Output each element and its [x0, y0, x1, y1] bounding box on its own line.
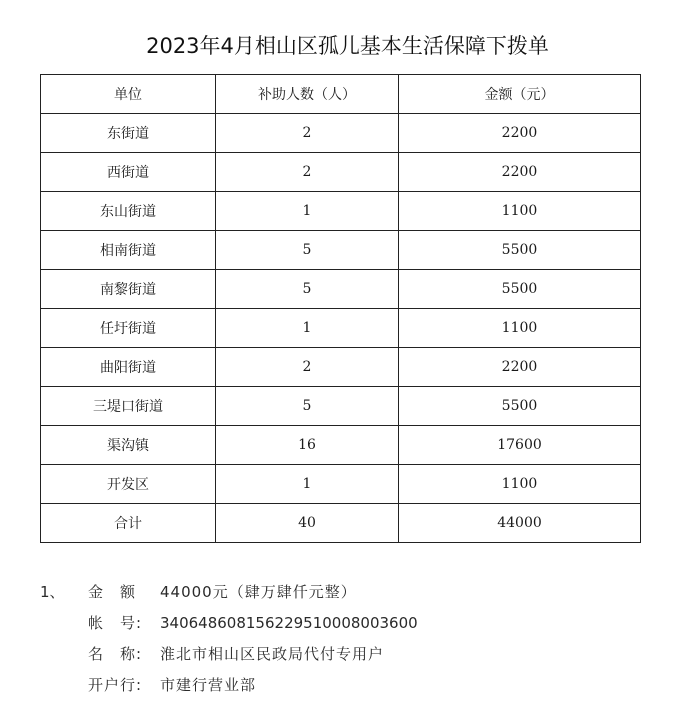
header-count: 补助人数（人）: [216, 75, 399, 114]
total-row: [41, 504, 641, 543]
count-cell: 16: [216, 426, 399, 465]
amount-cell: 1100: [399, 309, 641, 348]
bank-value: 市建行营业部: [160, 676, 257, 694]
amount-cell: 5500: [399, 387, 641, 426]
unit-cell: 三堤口街道: [41, 387, 216, 426]
table-row: [41, 114, 641, 153]
table-row: [41, 153, 641, 192]
note-name-line: [40, 643, 660, 674]
name-label: 名 称:: [88, 645, 143, 663]
amount-cell: 1100: [399, 192, 641, 231]
total-count-cell: 40: [216, 504, 399, 543]
count-cell: 2: [216, 114, 399, 153]
table-header-row: [41, 75, 641, 114]
page-title: 2023年4月相山区孤儿基本生活保障下拨单: [146, 34, 549, 58]
count-cell: 5: [216, 231, 399, 270]
amount-value: 44000元（肆万肆仟元整）: [160, 583, 357, 601]
amount-cell: 5500: [399, 231, 641, 270]
table-row: [41, 426, 641, 465]
amount-cell: 17600: [399, 426, 641, 465]
amount-cell: 2200: [399, 153, 641, 192]
unit-cell: 东山街道: [41, 192, 216, 231]
table-row: [41, 465, 641, 504]
table-row: [41, 231, 641, 270]
amount-cell: 2200: [399, 348, 641, 387]
note-amount-line: [40, 581, 660, 612]
unit-cell: 东街道: [41, 114, 216, 153]
count-cell: 1: [216, 309, 399, 348]
unit-cell: 渠沟镇: [41, 426, 216, 465]
count-cell: 5: [216, 270, 399, 309]
table-row: [41, 309, 641, 348]
header-unit: 单位: [41, 75, 216, 114]
table-row: [41, 192, 641, 231]
table-row: [41, 348, 641, 387]
account-label: 帐 号:: [88, 614, 143, 632]
bank-label: 开户行:: [88, 676, 143, 694]
unit-cell: 任圩街道: [41, 309, 216, 348]
payment-notes: [40, 581, 660, 705]
unit-cell: 南黎街道: [41, 270, 216, 309]
note-account-line: [40, 612, 660, 643]
unit-cell: 曲阳街道: [41, 348, 216, 387]
unit-cell: 相南街道: [41, 231, 216, 270]
table-row: [41, 387, 641, 426]
count-cell: 5: [216, 387, 399, 426]
count-cell: 1: [216, 192, 399, 231]
allocation-table: [40, 74, 641, 543]
count-cell: 1: [216, 465, 399, 504]
account-value: 340648608156229510008003600: [160, 614, 418, 632]
header-amount: 金额（元）: [399, 75, 641, 114]
unit-cell: 开发区: [41, 465, 216, 504]
note-index: 1、: [40, 583, 65, 601]
amount-cell: 2200: [399, 114, 641, 153]
note-bank-line: [40, 674, 660, 705]
amount-cell: 5500: [399, 270, 641, 309]
count-cell: 2: [216, 153, 399, 192]
count-cell: 2: [216, 348, 399, 387]
table-row: [41, 270, 641, 309]
total-amount-cell: 44000: [399, 504, 641, 543]
amount-cell: 1100: [399, 465, 641, 504]
unit-cell: 西街道: [41, 153, 216, 192]
amount-label: 金 额: [88, 583, 137, 601]
name-value: 淮北市相山区民政局代付专用户: [160, 645, 385, 663]
total-label-cell: 合计: [41, 504, 216, 543]
